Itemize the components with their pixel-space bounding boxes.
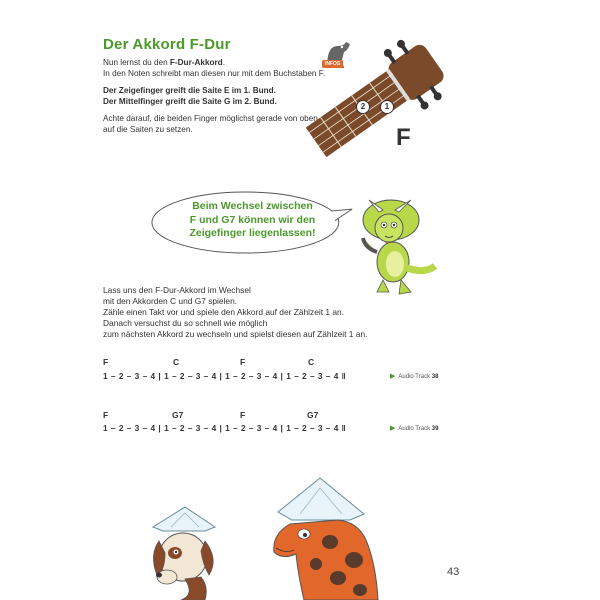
fretboard-chord-label: F [396, 124, 411, 151]
audio-track-38[interactable] [390, 372, 438, 380]
exercise-intro-line: Zähle einen Takt vor und spiele den Akkord auf der Zählzeit 1 an. [103, 307, 345, 317]
finger-mark-1-label: 1 [384, 102, 390, 111]
play-arrow-icon: ▶ [390, 425, 396, 432]
finger-mark-2-label: 2 [360, 102, 366, 111]
bubble-line3: Zeigefinger liegenlassen! [189, 227, 316, 239]
chord-symbol: F [240, 410, 246, 420]
orange-dinosaur-with-paper-hat-illustration [268, 474, 388, 600]
note-line1: Achte darauf, die beiden Finger möglichst gerade von oben [103, 114, 318, 123]
infos-badge: INFOS [322, 60, 343, 68]
finger-instructions [103, 85, 277, 107]
speech-bubble-text [160, 200, 345, 241]
exercise1-beats: 1 – 2 – 3 – 4 | 1 – 2 – 3 – 4 | 1 – 2 – 3 – 4 | 1 – 2 – 3 – 4 ‖ [103, 371, 347, 381]
bubble-line1: Beim Wechsel zwischen [192, 200, 313, 212]
intro-line1-bold: F-Dur-Akkord [169, 58, 223, 67]
chord-symbol: G7 [172, 410, 184, 420]
audio-track-number: 38 [431, 374, 439, 380]
chord-symbol: F [240, 357, 246, 367]
exercise-intro-line: Danach versuchst du so schnell wie möglich [103, 318, 268, 328]
audio-track-39[interactable] [390, 424, 438, 432]
chord-symbol: C [308, 357, 315, 367]
exercise-intro-line: Lass uns den F-Dur-Akkord im Wechsel [103, 285, 251, 295]
chord-symbol: C [173, 357, 180, 367]
intro-line1-prefix: Nun lernst du den [103, 58, 170, 67]
finger1-instruction: Der Zeigefinger greift die Saite E im 1. Bund. [103, 86, 276, 95]
exercise2-beats: 1 – 2 – 3 – 4 | 1 – 2 – 3 – 4 | 1 – 2 – 3 – 4 | 1 – 2 – 3 – 4 ‖ [103, 423, 347, 433]
intro-line2: In den Noten schreibt man diesen nur mit dem Buchstaben F. [103, 69, 326, 78]
intro-text [103, 57, 325, 79]
note-line2: auf die Saiten zu setzen. [103, 125, 193, 134]
exercise-intro [103, 285, 367, 340]
exercise-intro-line: mit den Akkorden C und G7 spielen. [103, 296, 238, 306]
intro-line1-suffix: . [222, 58, 225, 67]
audio-track-number: 39 [431, 426, 439, 432]
finger-note [103, 113, 318, 135]
page-title: Der Akkord F-Dur [103, 36, 231, 53]
dog-with-paper-hat-illustration [145, 505, 225, 600]
audio-track-label: Audio Track [398, 374, 431, 380]
finger-mark-2 [356, 100, 370, 114]
page-number: 43 [447, 566, 460, 578]
audio-track-label: Audio Track [398, 426, 431, 432]
triceratops-illustration [355, 198, 440, 298]
exercise-intro-line: zum nächsten Akkord zu wechseln und spielst diesen auf Zählzeit 1 an. [103, 329, 368, 339]
chord-symbol: G7 [307, 410, 319, 420]
finger-mark-1 [380, 100, 394, 114]
chord-symbol: F [103, 357, 109, 367]
chord-symbol: F [103, 410, 109, 420]
bubble-line2: F und G7 können wir den [189, 213, 316, 226]
finger2-instruction: Der Mittelfinger greift die Saite G im 2. Bund. [103, 97, 277, 106]
play-arrow-icon: ▶ [390, 373, 396, 380]
